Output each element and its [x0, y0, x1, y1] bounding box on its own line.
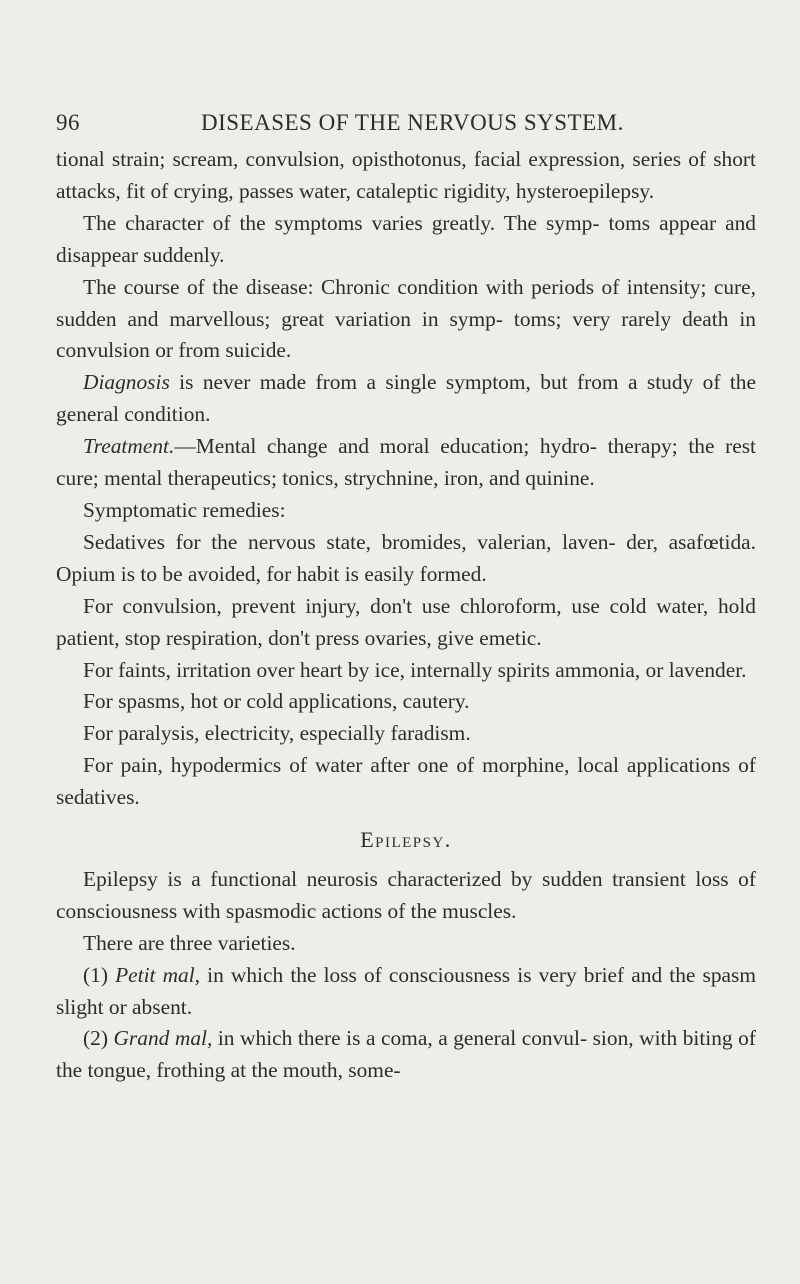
paragraph-epilepsy-definition: Epilepsy is a functional neurosis characterized by sudden transient loss of consciousness with spasmodic actions of the muscles. [56, 866, 756, 923]
running-title: DISEASES OF THE NERVOUS SYSTEM. [201, 110, 624, 135]
body-text [56, 144, 756, 1087]
grand-mal-number: (2) [83, 1026, 114, 1051]
section-heading-epilepsy: Epilepsy. [360, 827, 452, 853]
page-number: 96 [56, 110, 80, 135]
petit-mal-text: in which the loss of consciousness is very brief and the spasm slight or absent. [56, 962, 757, 1019]
paragraph-disease-course: The course of the disease: Chronic condition with periods of intensity; cure, sudden and marvellous; great variation in symp- toms; very rarely death in convulsion or from suicide. [56, 274, 756, 363]
paragraph-paralysis: For paralysis, electricity, especially faradism. [83, 721, 471, 746]
petit-mal-lead: Petit mal, [115, 962, 201, 987]
paragraph-symptom-character: The character of the symptoms varies greatly. The symp- toms appear and disappear suddenly. [56, 210, 756, 267]
treatment-lead: Treatment. [83, 434, 175, 459]
grand-mal-text: in which there is a coma, a general convul- sion, with biting of the tongue, frothing at the mouth, some- [56, 1026, 756, 1083]
paragraph-faints: For faints, irritation over heart by ice, internally spirits ammonia, or lavender. [83, 657, 747, 682]
diagnosis-lead: Diagnosis [83, 370, 170, 395]
paragraph-symptomatic-remedies: Symptomatic remedies: [83, 497, 286, 522]
paragraph-varieties: There are three varieties. [83, 930, 296, 955]
paragraph-grand-mal [56, 1023, 756, 1087]
grand-mal-lead: Grand mal, [113, 1026, 213, 1051]
paragraph-petit-mal [56, 960, 756, 1024]
paragraph-spasms: For spasms, hot or cold applications, cautery. [83, 689, 470, 714]
paragraph-diagnosis [56, 367, 756, 431]
paragraph-convulsion: For convulsion, prevent injury, don't use chloroform, use cold water, hold patient, stop respiration, don't press ovaries, give emetic. [56, 593, 756, 650]
diagnosis-text: is never made from a single symptom, but from a study of the general condition. [56, 370, 756, 427]
paragraph-sedatives: Sedatives for the nervous state, bromides, valerian, laven- der, asafœtida. Opium is to be avoided, for habit is easily formed. [56, 529, 756, 586]
running-head [56, 110, 760, 142]
paragraph-continuation: tional strain; scream, convulsion, opisthotonus, facial expression, series of short attacks, fit of crying, passes water, cataleptic rigidity, hysteroepilepsy. [56, 147, 756, 203]
petit-mal-number: (1) [83, 962, 116, 987]
paragraph-pain: For pain, hypodermics of water after one of morphine, local applications of sedatives. [56, 753, 756, 810]
paragraph-treatment [56, 431, 756, 495]
treatment-text: —Mental change and moral education; hydro- therapy; the rest cure; mental therapeutics; tonics, strychnine, iron, and quinine. [56, 434, 756, 491]
